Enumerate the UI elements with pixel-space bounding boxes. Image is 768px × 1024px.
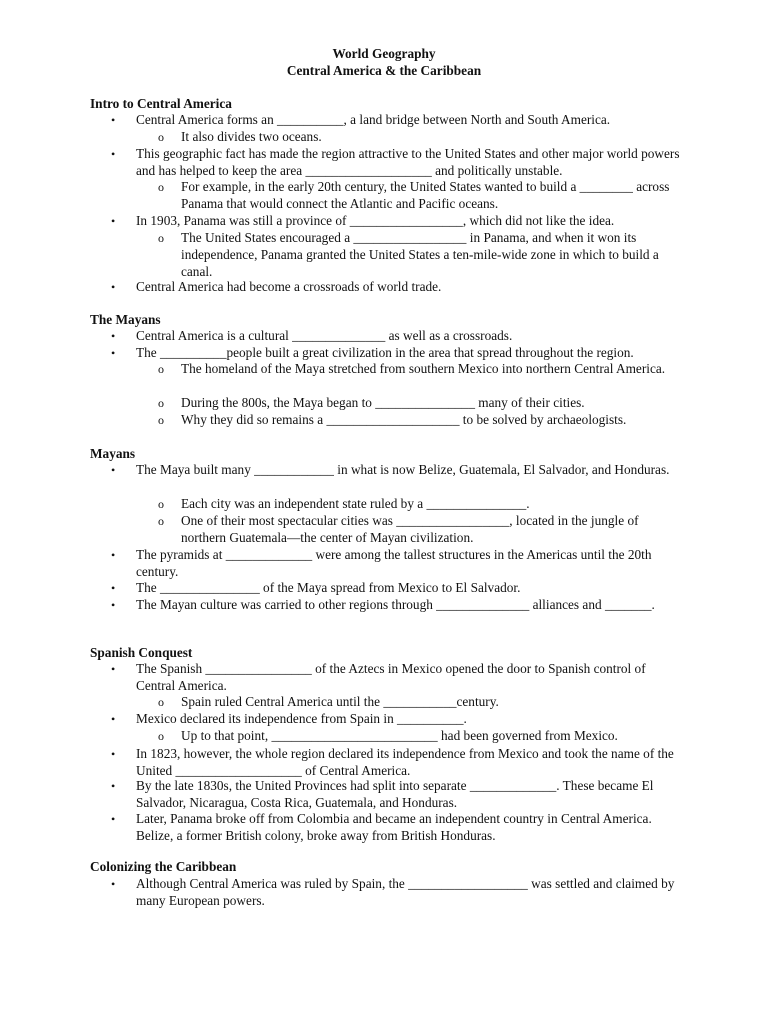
item-text: The homeland of the Maya stretched from southern Mexico into northern Central America. [181, 361, 666, 376]
section-heading: The Mayans [90, 312, 161, 327]
item-text: In 1823, however, the whole region declared its independence from Mexico and took the name of the United ___________________ of Central America. [136, 746, 674, 778]
circle-bullet-icon: o [158, 729, 164, 743]
bullet-item [111, 146, 681, 180]
sub-bullet-item [158, 230, 681, 280]
item-text: The _______________ of the Maya spread from Mexico to El Salvador. [136, 580, 521, 595]
bullet-icon: • [111, 214, 116, 228]
bullet-icon: • [111, 662, 116, 676]
bullet-item [111, 112, 681, 129]
sub-bullet-item [158, 395, 681, 412]
bullet-icon: • [111, 877, 116, 891]
bullet-item [111, 328, 681, 345]
circle-bullet-icon: o [158, 180, 164, 194]
bullet-item [111, 661, 681, 695]
item-text: By the late 1830s, the United Provinces had split into separate _____________. These became El Salvador, Nicaragua, Costa Rica, Guatemala, and Honduras. [136, 778, 654, 810]
item-text: The United States encouraged a _________________ in Panama, and when it won its independence, Panama granted the United States a ten-mile-wide zone in which to build a canal. [181, 230, 659, 279]
bullet-icon: • [111, 463, 116, 477]
item-text: One of their most spectacular cities was _________________, located in the jungle of northern Guatemala—the center of Mayan civilization. [181, 513, 639, 545]
item-text: Central America is a cultural ______________ as well as a crossroads. [136, 328, 513, 343]
bullet-item [111, 811, 681, 845]
circle-bullet-icon: o [158, 413, 164, 427]
bullet-item [111, 580, 681, 597]
sub-bullet-item [158, 496, 681, 513]
document-title: World Geography [332, 46, 436, 61]
section-heading: Intro to Central America [90, 96, 232, 111]
sub-bullet-item [158, 728, 681, 745]
bullet-item [111, 279, 681, 296]
bullet-item [111, 462, 681, 479]
item-text: Central America had become a crossroads of world trade. [136, 279, 442, 294]
bullet-icon: • [111, 812, 116, 826]
bullet-icon: • [111, 548, 116, 562]
circle-bullet-icon: o [158, 231, 164, 245]
item-text: This geographic fact has made the region attractive to the United States and other major world powers and has helped to keep the area ___________________ and politically unstable. [136, 146, 680, 178]
item-text: The __________people built a great civilization in the area that spread throughout the region. [136, 345, 634, 360]
bullet-icon: • [111, 329, 116, 343]
item-text: During the 800s, the Maya began to _______________ many of their cities. [181, 395, 585, 410]
section-heading: Colonizing the Caribbean [90, 859, 237, 874]
bullet-icon: • [111, 581, 116, 595]
bullet-item [111, 876, 681, 910]
bullet-item [111, 778, 681, 812]
section-heading: Spanish Conquest [90, 645, 193, 660]
bullet-icon: • [111, 346, 116, 360]
circle-bullet-icon: o [158, 514, 164, 528]
bullet-item [111, 711, 681, 728]
circle-bullet-icon: o [158, 396, 164, 410]
sub-bullet-item [158, 129, 681, 146]
item-text: Why they did so remains a ____________________ to be solved by archaeologists. [181, 412, 627, 427]
bullet-item [111, 597, 681, 614]
circle-bullet-icon: o [158, 695, 164, 709]
circle-bullet-icon: o [158, 130, 164, 144]
bullet-item [111, 345, 681, 362]
bullet-icon: • [111, 747, 116, 761]
bullet-icon: • [111, 779, 116, 793]
item-text: Mexico declared its independence from Spain in __________. [136, 711, 467, 726]
sub-bullet-item [158, 361, 681, 378]
item-text: Up to that point, _________________________ had been governed from Mexico. [181, 728, 618, 743]
item-text: In 1903, Panama was still a province of _________________, which did not like the idea. [136, 213, 615, 228]
bullet-icon: • [111, 147, 116, 161]
bullet-item [111, 746, 681, 780]
document-subtitle: Central America & the Caribbean [286, 63, 482, 78]
item-text: Although Central America was ruled by Spain, the __________________ was settled and claimed by many European powers. [136, 876, 675, 908]
item-text: For example, in the early 20th century, the United States wanted to build a ________ across Panama that would connect the Atlantic and Pacific oceans. [181, 179, 670, 211]
item-text: Later, Panama broke off from Colombia and became an independent country in Central America. Belize, a former British colony, broke away from British Honduras. [136, 811, 652, 843]
sub-bullet-item [158, 179, 681, 213]
item-text: It also divides two oceans. [181, 129, 322, 144]
bullet-item [111, 547, 681, 581]
sub-bullet-item [158, 412, 681, 429]
bullet-icon: • [111, 712, 116, 726]
item-text: The Mayan culture was carried to other regions through ______________ alliances and _______. [136, 597, 655, 612]
item-text: The Spanish ________________ of the Aztecs in Mexico opened the door to Spanish control of Central America. [136, 661, 646, 693]
section-heading: Mayans [90, 446, 136, 461]
circle-bullet-icon: o [158, 497, 164, 511]
bullet-icon: • [111, 598, 116, 612]
sub-bullet-item [158, 513, 681, 547]
item-text: Spain ruled Central America until the ___________century. [181, 694, 499, 709]
bullet-item [111, 213, 681, 230]
sub-bullet-item [158, 694, 681, 711]
item-text: The pyramids at _____________ were among the tallest structures in the Americas until the 20th century. [136, 547, 652, 579]
item-text: Central America forms an __________, a land bridge between North and South America. [136, 112, 611, 127]
item-text: Each city was an independent state ruled by a _______________. [181, 496, 530, 511]
bullet-icon: • [111, 113, 116, 127]
bullet-icon: • [111, 280, 116, 294]
item-text: The Maya built many ____________ in what is now Belize, Guatemala, El Salvador, and Honduras. [136, 462, 670, 477]
circle-bullet-icon: o [158, 362, 164, 376]
